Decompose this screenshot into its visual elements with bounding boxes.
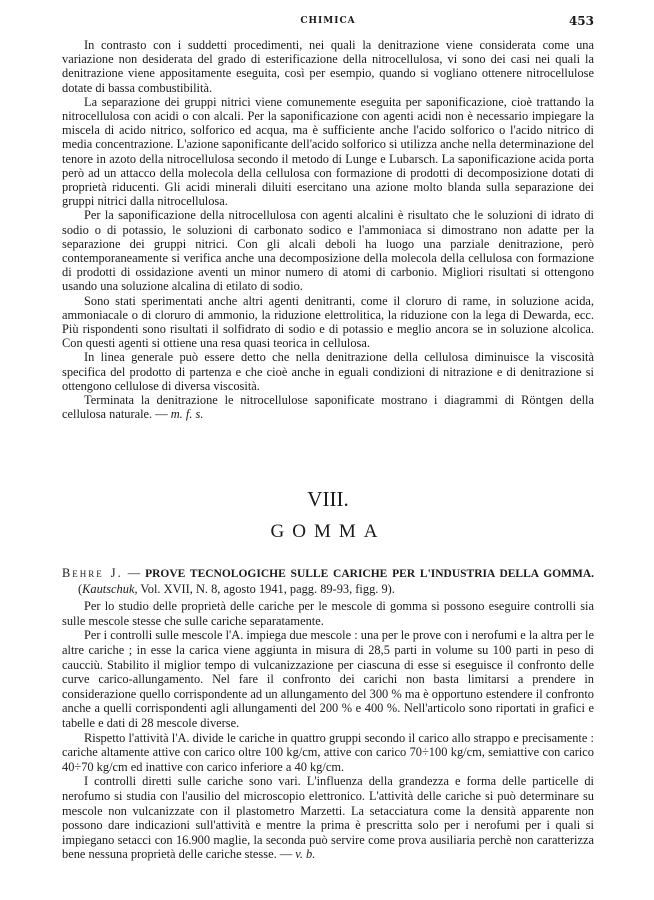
paragraph-text: I controlli diretti sulle cariche sono vari. L'influenza della grandezza e forma delle particelle di nerofumo si studia con l'ausilio del microscopio elettronico. L'attività delle cariche si può determinare su mescole non vulcanizzate con il plastometro Marzetti. La setacciatura come la densità apparente non possono dare indicazioni sull'attività e mentre la prima è prescritta solo per i nerofumi per i quali si impiegano setacci con 16.900 maglie, la seconda può servire come prova ausiliaria perchè non caratterizza bene nessuna proprietà delle cariche stesse. — (62, 774, 594, 862)
article-heading: Behre J. — PROVE TECNOLOGICHE SULLE CARICHE PER L'INDUSTRIA DELLA GOMMA. (Kautschuk, Vol. XVII, N. 8, agosto 1941, pagg. 89-93, figg. 9). (62, 566, 594, 596)
citation: Vol. XVII, N. 8, agosto 1941, pagg. 89-93, figg. 9). (137, 581, 395, 596)
paragraph (62, 393, 594, 421)
page-number: 453 (568, 14, 594, 28)
paragraph: In contrasto con i suddetti procedimenti, nei quali la denitrazione viene considerata come una variazione non desiderata del grado di esterificazione della nitrocellulosa, vi sono dei casi nei quali la denitrazione viene appositamente eseguita, così per esempio, quando si vogliano ottenere nitrocellulose dotate di bassa combustibilità. (62, 38, 594, 95)
running-header (62, 12, 594, 32)
journal-name: Kautschuk, (82, 581, 138, 596)
paragraph: Per lo studio delle proprietà delle cariche per le mescole di gomma si possono eseguire controlli sia sulle mescole stesse che sulle cariche separatamente. (62, 599, 594, 628)
paragraph: Per i controlli sulle mescole l'A. impiega due mescole : una per le prove con i nerofumi e la altra per le altre cariche ; in esse la carica viene aggiunta in misura di 28,5 parti in volume su 100 parti in peso di caucciù. Stabilito il miglior tempo di vulcanizzazione per ciascuna di esse si eseguisce il confronto delle curve carico-allungamento. Nel fare il confronto dei carichi non basta limitarsi a prendere in considerazione quello corrispondente ad un allungamento del 300 % ma è opportuno estendere il confronto anche a quelli corrispondenti agli allungamenti del 200 % e 400 %. Nell'articolo sono riportati in grafici e tabelle e dati di 28 mescole diverse. (62, 628, 594, 730)
paragraph: Sono stati sperimentati anche altri agenti denitranti, come il cloruro di rame, in soluzione acida, ammoniacale o di cloruro di ammonio, la riduzione elettrolitica, la riduzione con la lega di Dewarda, ecc. Più rispondenti sono risultati il solfidrato di sodio e di potassio e meglio ancora se in soluzione alcolica. Con questi agenti si ottiene una resa quasi teorica in cellulosa. (62, 293, 594, 351)
signature: v. b. (295, 847, 316, 862)
separator: — (122, 566, 146, 580)
intro-text (62, 38, 594, 421)
paragraph: In linea generale può essere detto che nella denitrazione della cellulosa diminuisce la viscosità specifica del prodotto di partenza e che cioè anche in eguali condizioni di nitrazione e di denitrazione si ottengono cellulose di diversa viscosità. (62, 350, 594, 393)
section-number: VIII. (307, 487, 349, 511)
article-title: PROVE TECNOLOGICHE SULLE CARICHE PER L'INDUSTRIA DELLA GOMMA. (145, 568, 594, 580)
signature: m. f. s. (170, 407, 204, 422)
paragraph-text: Terminata la denitrazione le nitrocellulose saponificate mostrano i diagrammi di Röntgen della cellulosa naturale. — (62, 393, 594, 422)
paragraph (62, 774, 594, 862)
paragraph: Per la saponificazione della nitrocellulosa con agenti alcalini è risultato che le soluzioni di idrato di sodio o di potassio, le soluzioni di carbonato sodico e l'ammoniaca si dimostrano non adatte per la separazione dei gruppi nitrici. Con gli alcali deboli ha luogo una parziale denitrazione, però contemporaneamente si verifica anche una decomposizione della molecola della cellulosa con formazione di prodotti di ossidazione aventi un minor numero di atomi di carbonio. Migliori risultati si ottengono usando una soluzione alcalina di etilato di sodio. (62, 208, 594, 294)
article (62, 566, 594, 862)
article-author: Behre J. (62, 566, 123, 580)
paragraph: Rispetto l'attività l'A. divide le cariche in quattro gruppi secondo il carico allo strappo e precisamente : cariche altamente attive con carico oltre 100 kg/cm, attive con carico 70÷100 kg/cm, semiattive con carico 40÷70 kg/cm ed inattive con carico inferiore a 40 kg/cm. (62, 730, 594, 774)
running-title: CHIMICA (300, 16, 356, 26)
paragraph: La separazione dei gruppi nitrici viene comunemente eseguita per saponificazione, cioè trattando la nitrocellulosa con acidi o con alcali. Per la saponificazione con agenti acidi non è necessario impiegare la miscela di acido nitrico, solforico ed acqua, ma è sufficiente anche l'acido solforico o l'acido nitrico di media concentrazione. L'azione saponificante dell'acido solforico si utilizza anche nella determinazione del tenore in azoto della nitrocellulosa secondo il metodo di Lunge e Lubarsch. La saponificazione acida porta però ad un attacco della molecola della cellulosa con formazione di prodotti di decomposizione dotati di proprietà riducenti. Gli acidi minerali diluiti esercitano una azione molto blanda sulla separazione dei gruppi nitrici dalla nitrocellulosa. (62, 94, 594, 209)
section-title: GOMMA (270, 521, 386, 542)
